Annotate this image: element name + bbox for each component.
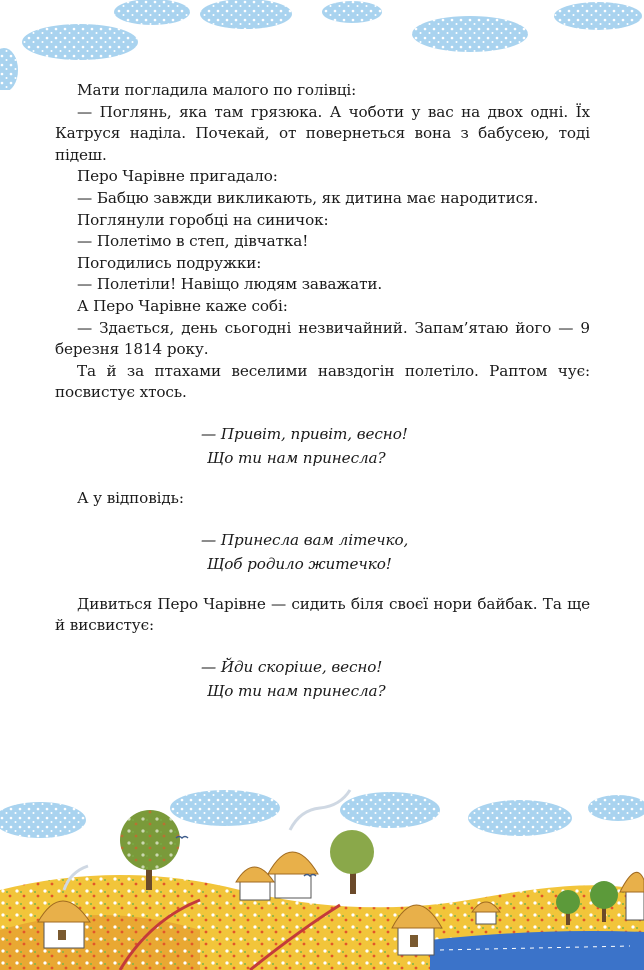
paragraph: Та й за птахами веселими навздогін полетіло. Раптом чує: посвистує хтось.	[55, 361, 590, 402]
paragraph: — Поглянь, яка там грязюка. А чоботи у вас на двох одні. Їх Катруся наділа. Почекай, от повернеться вона з бабусею, тоді підеш.	[55, 102, 590, 164]
poem-line: Що ти нам принесла?	[207, 448, 386, 467]
paragraph: Дивиться Перо Чарівне — сидить біля своєї нори байбак. Та ще й висвистує:	[55, 594, 590, 635]
paragraph: А Перо Чарівне каже собі:	[77, 296, 288, 315]
story-text	[55, 80, 590, 721]
paragraph: — Полетіли! Навіщо людям заважати.	[77, 275, 383, 294]
cloud	[322, 1, 382, 23]
poem-line: — Привіт, привіт, весно!	[201, 424, 408, 443]
poem-line: — Принесла вам літечко,	[201, 530, 409, 549]
paragraph: — Бабцю завжди викликають, як дитина має народитися.	[77, 188, 539, 207]
paragraph: Мати погладила малого по голівці:	[77, 81, 357, 99]
paragraph: — Здається, день сьогодні незвичайний. Запам’ятаю його — 9 березня 1814 року.	[55, 318, 590, 359]
village-illustration	[0, 780, 644, 970]
sky-clouds-top	[0, 0, 644, 90]
poem-verse	[201, 655, 590, 703]
cloud	[0, 48, 18, 90]
cloud	[340, 792, 440, 828]
cloud	[554, 2, 642, 30]
paragraph: Погодились подружки:	[77, 253, 262, 272]
cloud	[412, 16, 528, 52]
poem-line: — Йди скоріше, весно!	[201, 657, 383, 676]
paragraph: А у відповідь:	[77, 488, 184, 507]
poem-verse	[201, 422, 590, 470]
paragraph: Поглянули горобці на синичок:	[77, 210, 329, 229]
cloud	[468, 800, 572, 836]
paragraph: — Полетімо в степ, дівчатка!	[77, 232, 309, 251]
cloud	[170, 790, 280, 826]
poem-line: Що ти нам принесла?	[207, 681, 386, 700]
poem-verse	[201, 528, 590, 576]
poem-line: Щоб родило житечко!	[207, 554, 392, 573]
cloud	[22, 24, 138, 60]
cloud	[200, 0, 292, 29]
paragraph: Перо Чарівне пригадало:	[77, 167, 278, 186]
cloud	[114, 0, 190, 25]
